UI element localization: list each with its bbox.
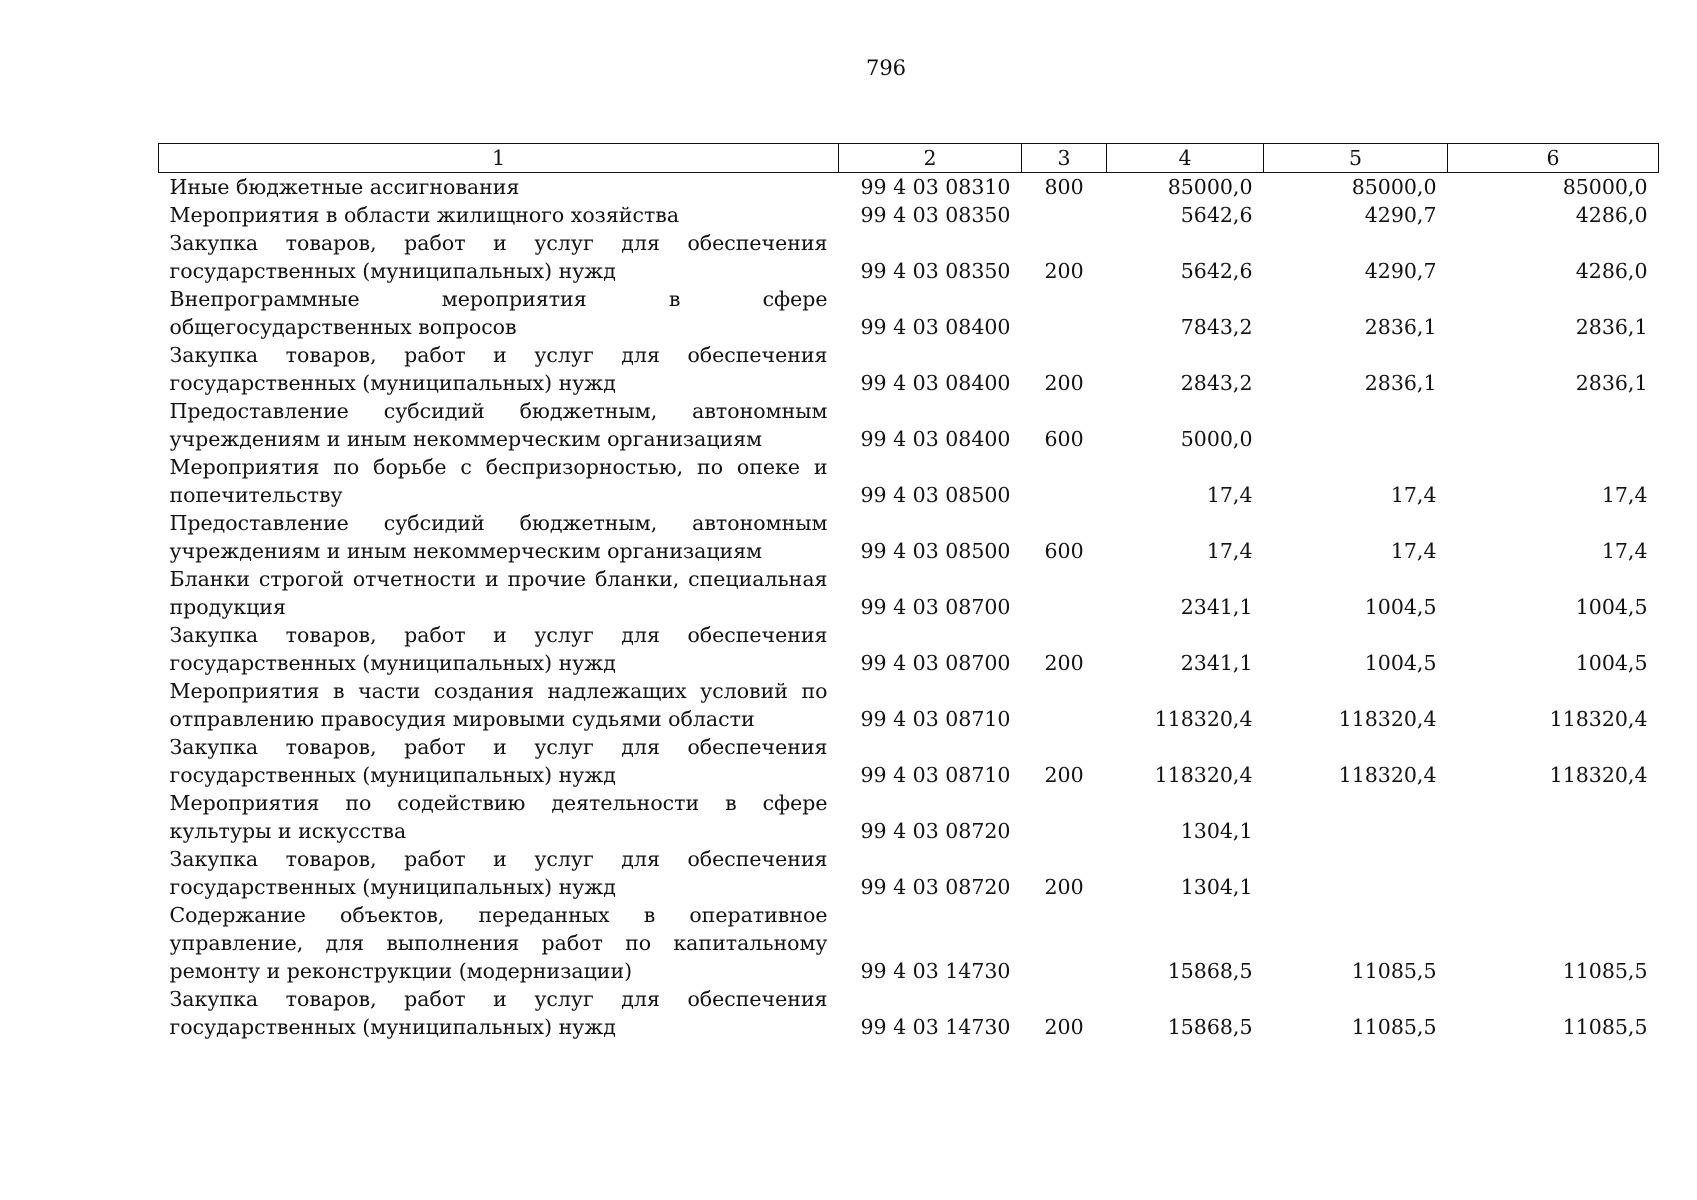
budget-code: 99 4 03 08500 xyxy=(860,483,1011,507)
budget-code: 99 4 03 08720 xyxy=(860,819,1011,843)
budget-code: 99 4 03 08350 xyxy=(860,259,1011,283)
amount-col-6: 1004,5 xyxy=(1575,651,1648,675)
table-row xyxy=(159,621,1659,677)
amount-col-5: 85000,0 xyxy=(1351,175,1437,199)
item-name: Закупка товаров, работ и услуг для обеспечения государственных (муниципальных) нужд xyxy=(169,987,828,1039)
budget-code: 99 4 03 08710 xyxy=(860,707,1011,731)
amount-col-5: 118320,4 xyxy=(1338,763,1437,787)
budget-code: 99 4 03 08720 xyxy=(860,875,1011,899)
item-name: Закупка товаров, работ и услуг для обеспечения государственных (муниципальных) нужд xyxy=(169,231,828,283)
amount-col-6 xyxy=(1448,845,1659,901)
amount-col-4: 7843,2 xyxy=(1180,315,1253,339)
amount-col-6: 2836,1 xyxy=(1575,315,1648,339)
header-cell: 3 xyxy=(1022,144,1107,173)
budget-code: 99 4 03 08710 xyxy=(860,763,1011,787)
amount-col-4: 5642,6 xyxy=(1180,259,1253,283)
header-cell: 4 xyxy=(1107,144,1264,173)
expense-type xyxy=(1022,677,1107,733)
expense-type xyxy=(1022,565,1107,621)
budget-code: 99 4 03 08500 xyxy=(860,539,1011,563)
table-row xyxy=(159,789,1659,845)
expense-type xyxy=(1022,789,1107,845)
header-cell: 6 xyxy=(1448,144,1659,173)
amount-col-4: 1304,1 xyxy=(1180,875,1253,899)
amount-col-4: 2843,2 xyxy=(1180,371,1253,395)
amount-col-6: 17,4 xyxy=(1601,539,1648,563)
amount-col-6: 2836,1 xyxy=(1575,371,1648,395)
amount-col-5: 4290,7 xyxy=(1364,259,1437,283)
expense-type: 200 xyxy=(1044,371,1084,395)
item-name: Мероприятия по борьбе с беспризорностью, по опеке и попечительству xyxy=(169,455,828,507)
budget-code: 99 4 03 08400 xyxy=(860,371,1011,395)
table-row xyxy=(159,229,1659,285)
table-row xyxy=(159,173,1659,202)
item-name: Мероприятия по содействию деятельности в сфере культуры и искусства xyxy=(169,791,828,843)
amount-col-4: 1304,1 xyxy=(1180,819,1253,843)
expense-type xyxy=(1022,901,1107,985)
table-row xyxy=(159,285,1659,341)
amount-col-6: 11085,5 xyxy=(1562,1015,1648,1039)
item-name: Закупка товаров, работ и услуг для обеспечения государственных (муниципальных) нужд xyxy=(169,343,828,395)
expense-type: 600 xyxy=(1044,427,1084,451)
table-row xyxy=(159,565,1659,621)
item-name: Закупка товаров, работ и услуг для обеспечения государственных (муниципальных) нужд xyxy=(169,847,828,899)
budget-code: 99 4 03 08310 xyxy=(860,175,1011,199)
amount-col-5: 17,4 xyxy=(1390,483,1437,507)
item-name: Предоставление субсидий бюджетным, автономным учреждениям и иным некоммерческим организациям xyxy=(169,511,828,563)
item-name: Закупка товаров, работ и услуг для обеспечения государственных (муниципальных) нужд xyxy=(169,623,828,675)
item-name: Внепрограммные мероприятия в сфере общегосударственных вопросов xyxy=(169,287,828,339)
table-row xyxy=(159,901,1659,985)
table-row xyxy=(159,985,1659,1041)
item-name: Мероприятия в области жилищного хозяйства xyxy=(169,203,680,227)
amount-col-5: 17,4 xyxy=(1390,539,1437,563)
amount-col-5 xyxy=(1264,845,1448,901)
amount-col-6 xyxy=(1448,789,1659,845)
amount-col-4: 15868,5 xyxy=(1167,959,1253,983)
amount-col-4: 85000,0 xyxy=(1167,175,1253,199)
item-name: Иные бюджетные ассигнования xyxy=(169,175,520,199)
amount-col-4: 5642,6 xyxy=(1180,203,1253,227)
amount-col-6: 17,4 xyxy=(1601,483,1648,507)
amount-col-6: 118320,4 xyxy=(1549,707,1648,731)
amount-col-4: 17,4 xyxy=(1206,539,1253,563)
amount-col-6: 11085,5 xyxy=(1562,959,1648,983)
budget-code: 99 4 03 08400 xyxy=(860,427,1011,451)
header-cell: 2 xyxy=(839,144,1022,173)
amount-col-5: 2836,1 xyxy=(1364,315,1437,339)
budget-code: 99 4 03 08700 xyxy=(860,651,1011,675)
amount-col-5: 118320,4 xyxy=(1338,707,1437,731)
item-name: Предоставление субсидий бюджетным, автономным учреждениям и иным некоммерческим организациям xyxy=(169,399,828,451)
amount-col-5 xyxy=(1264,789,1448,845)
table-row xyxy=(159,201,1659,229)
amount-col-4: 15868,5 xyxy=(1167,1015,1253,1039)
budget-code: 99 4 03 08700 xyxy=(860,595,1011,619)
expense-type: 600 xyxy=(1044,539,1084,563)
table-row xyxy=(159,733,1659,789)
table-body xyxy=(159,173,1659,1042)
expense-type xyxy=(1022,285,1107,341)
page-number: 796 xyxy=(865,56,907,80)
expense-type: 200 xyxy=(1044,875,1084,899)
table-row xyxy=(159,509,1659,565)
table-row xyxy=(159,397,1659,453)
amount-col-6: 4286,0 xyxy=(1575,203,1648,227)
header-row xyxy=(159,144,1659,173)
header-cell: 5 xyxy=(1264,144,1448,173)
table-row xyxy=(159,453,1659,509)
amount-col-6: 118320,4 xyxy=(1549,763,1648,787)
item-name: Мероприятия в части создания надлежащих условий по отправлению правосудия мировыми судьями области xyxy=(169,679,828,731)
expense-type: 200 xyxy=(1044,259,1084,283)
expense-type: 200 xyxy=(1044,763,1084,787)
amount-col-4: 2341,1 xyxy=(1180,595,1253,619)
amount-col-5: 1004,5 xyxy=(1364,595,1437,619)
table-row xyxy=(159,677,1659,733)
item-name: Бланки строгой отчетности и прочие бланки, специальная продукция xyxy=(169,567,828,619)
amount-col-5: 11085,5 xyxy=(1351,959,1437,983)
amount-col-5 xyxy=(1264,397,1448,453)
item-name: Закупка товаров, работ и услуг для обеспечения государственных (муниципальных) нужд xyxy=(169,735,828,787)
budget-code: 99 4 03 14730 xyxy=(860,1015,1011,1039)
header-cell: 1 xyxy=(159,144,839,173)
budget-code: 99 4 03 14730 xyxy=(860,959,1011,983)
amount-col-5: 4290,7 xyxy=(1364,203,1437,227)
amount-col-4: 17,4 xyxy=(1206,483,1253,507)
table-row xyxy=(159,341,1659,397)
expense-type: 200 xyxy=(1044,651,1084,675)
amount-col-4: 5000,0 xyxy=(1180,427,1253,451)
amount-col-5: 1004,5 xyxy=(1364,651,1437,675)
expense-type xyxy=(1022,453,1107,509)
amount-col-4: 118320,4 xyxy=(1154,707,1253,731)
amount-col-6 xyxy=(1448,397,1659,453)
amount-col-6: 1004,5 xyxy=(1575,595,1648,619)
budget-code: 99 4 03 08350 xyxy=(860,203,1011,227)
amount-col-4: 118320,4 xyxy=(1154,763,1253,787)
amount-col-6: 85000,0 xyxy=(1562,175,1648,199)
item-name: Содержание объектов, переданных в оперативное управление, для выполнения работ по капитальному ремонту и реконструкции (модернизации) xyxy=(169,903,828,983)
expense-type: 800 xyxy=(1044,175,1084,199)
amount-col-5: 11085,5 xyxy=(1351,1015,1437,1039)
amount-col-6: 4286,0 xyxy=(1575,259,1648,283)
amount-col-5: 2836,1 xyxy=(1364,371,1437,395)
budget-code: 99 4 03 08400 xyxy=(860,315,1011,339)
table-row xyxy=(159,845,1659,901)
expense-type: 200 xyxy=(1044,1015,1084,1039)
budget-table xyxy=(158,143,1659,1041)
expense-type xyxy=(1022,201,1107,229)
amount-col-4: 2341,1 xyxy=(1180,651,1253,675)
